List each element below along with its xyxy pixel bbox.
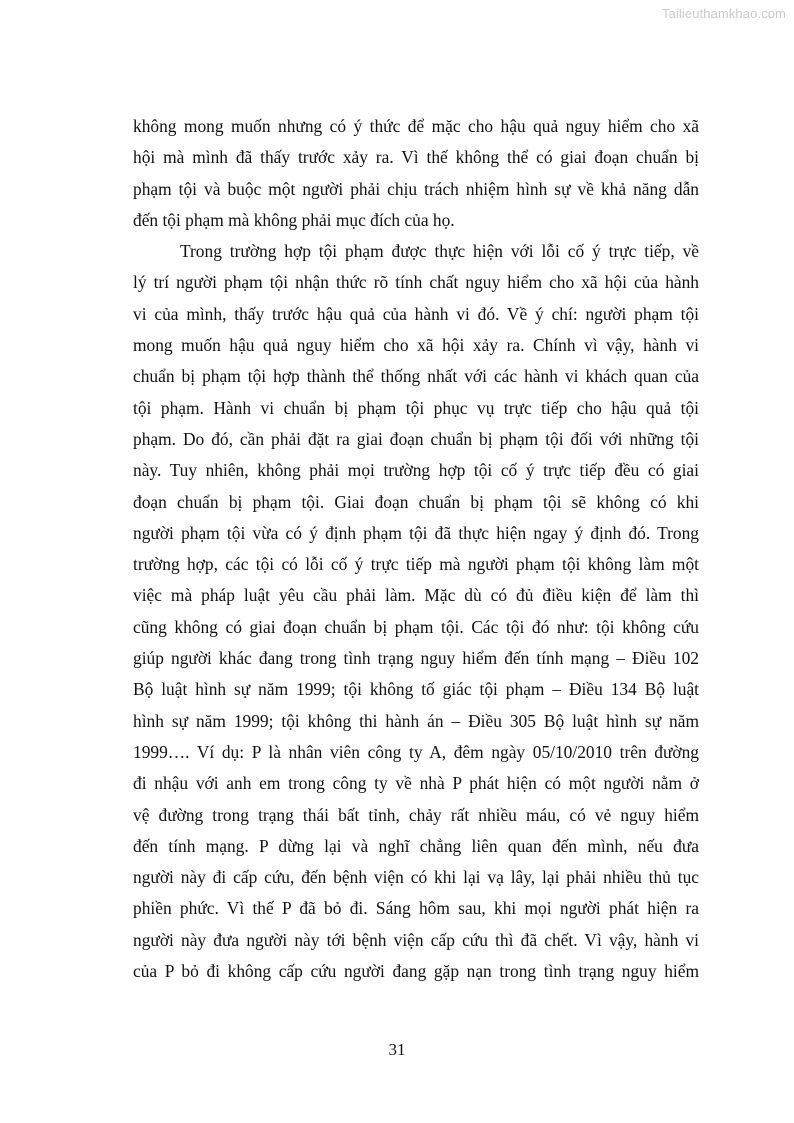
text-line: phạm. Do đó, cần phải đặt ra giai đoạn chuẩn bị phạm tội đối với những tội: [133, 428, 699, 449]
text-line: đến tội phạm mà không phải mục đích của họ.: [133, 209, 455, 230]
text-line: hình sự năm 1999; tội không thi hành án – Điều 305 Bộ luật hình sự năm: [133, 710, 699, 731]
watermark: Tailieuthamkhao.com: [661, 6, 786, 21]
text-line: này. Tuy nhiên, không phải mọi trường hợp tội cố ý trực tiếp đều có giai: [133, 460, 699, 481]
text-line: người này đi cấp cứu, đến bệnh viện có khi lại vạ lây, lại phải nhiều thủ tục: [133, 867, 699, 888]
text-line: cũng không có giai đoạn chuẩn bị phạm tội. Các tội đó như: tội không cứu: [133, 616, 699, 637]
text-line: 1999…. Ví dụ: P là nhân viên công ty A, đêm ngày 05/10/2010 trên đường: [133, 741, 699, 762]
text-line: phiền phức. Vì thế P đã bỏ đi. Sáng hôm sau, khi mọi người phát hiện ra: [133, 898, 699, 919]
text-line: của P bỏ đi không cấp cứu người đang gặp nạn trong tình trạng nguy hiểm: [133, 961, 699, 982]
text-line: Trong trường hợp tội phạm được thực hiện với lỗi cố ý trực tiếp, về: [180, 241, 699, 262]
text-line: tội phạm. Hành vi chuẩn bị phạm tội phục vụ trực tiếp cho hậu quả tội: [133, 397, 699, 418]
page-number: 31: [388, 1040, 406, 1059]
text-line: trường hợp, các tội có lỗi cố ý trực tiếp mà người phạm tội không làm một: [133, 554, 699, 575]
text-line: giúp người khác đang trong tình trạng nguy hiểm đến tính mạng – Điều 102: [133, 648, 699, 669]
text-line: người này đưa người này tới bệnh viện cấp cứu thì đã chết. Vì vậy, hành vi: [133, 929, 699, 950]
text-line: đến tính mạng. P dừng lại và nghĩ chẳng liên quan đến mình, nếu đưa: [133, 835, 699, 856]
document-body: [133, 111, 699, 987]
text-line: vệ đường trong trạng thái bất tỉnh, chảy rất nhiều máu, có vẻ nguy hiểm: [133, 804, 699, 825]
text-line: việc mà pháp luật yêu cầu phải làm. Mặc dù có đủ điều kiện để làm thì: [133, 585, 699, 606]
text-line: vi của mình, thấy trước hậu quả của hành vi đó. Về ý chí: người phạm tội: [133, 303, 699, 324]
text-line: phạm tội và buộc một người phải chịu trách nhiệm hình sự về khả năng dẫn: [133, 178, 699, 199]
text-line: người phạm tội vừa có ý định phạm tội đã thực hiện ngay ý định đó. Trong: [133, 522, 699, 543]
text-line: chuẩn bị phạm tội hợp thành thể thống nhất với các hành vi khách quan của: [133, 366, 699, 387]
text-line: Bộ luật hình sự năm 1999; tội không tố giác tội phạm – Điều 134 Bộ luật: [133, 679, 699, 700]
text-line: đoạn chuẩn bị phạm tội. Giai đoạn chuẩn bị phạm tội sẽ không có khi: [133, 491, 699, 512]
text-line: đi nhậu với anh em trong công ty về nhà P phát hiện có một người nằm ở: [133, 773, 699, 794]
text-line: không mong muốn nhưng có ý thức để mặc cho hậu quả nguy hiểm cho xã: [133, 116, 699, 136]
text-line: mong muốn hậu quả nguy hiểm cho xã hội xảy ra. Chính vì vậy, hành vi: [133, 335, 699, 356]
paragraph-2: [133, 236, 699, 987]
text-line: lý trí người phạm tội nhận thức rõ tính chất nguy hiểm cho xã hội của hành: [133, 272, 699, 293]
text-line: hội mà mình đã thấy trước xảy ra. Vì thế không thể có giai đoạn chuẩn bị: [133, 147, 699, 168]
paragraph-1: [133, 111, 699, 236]
